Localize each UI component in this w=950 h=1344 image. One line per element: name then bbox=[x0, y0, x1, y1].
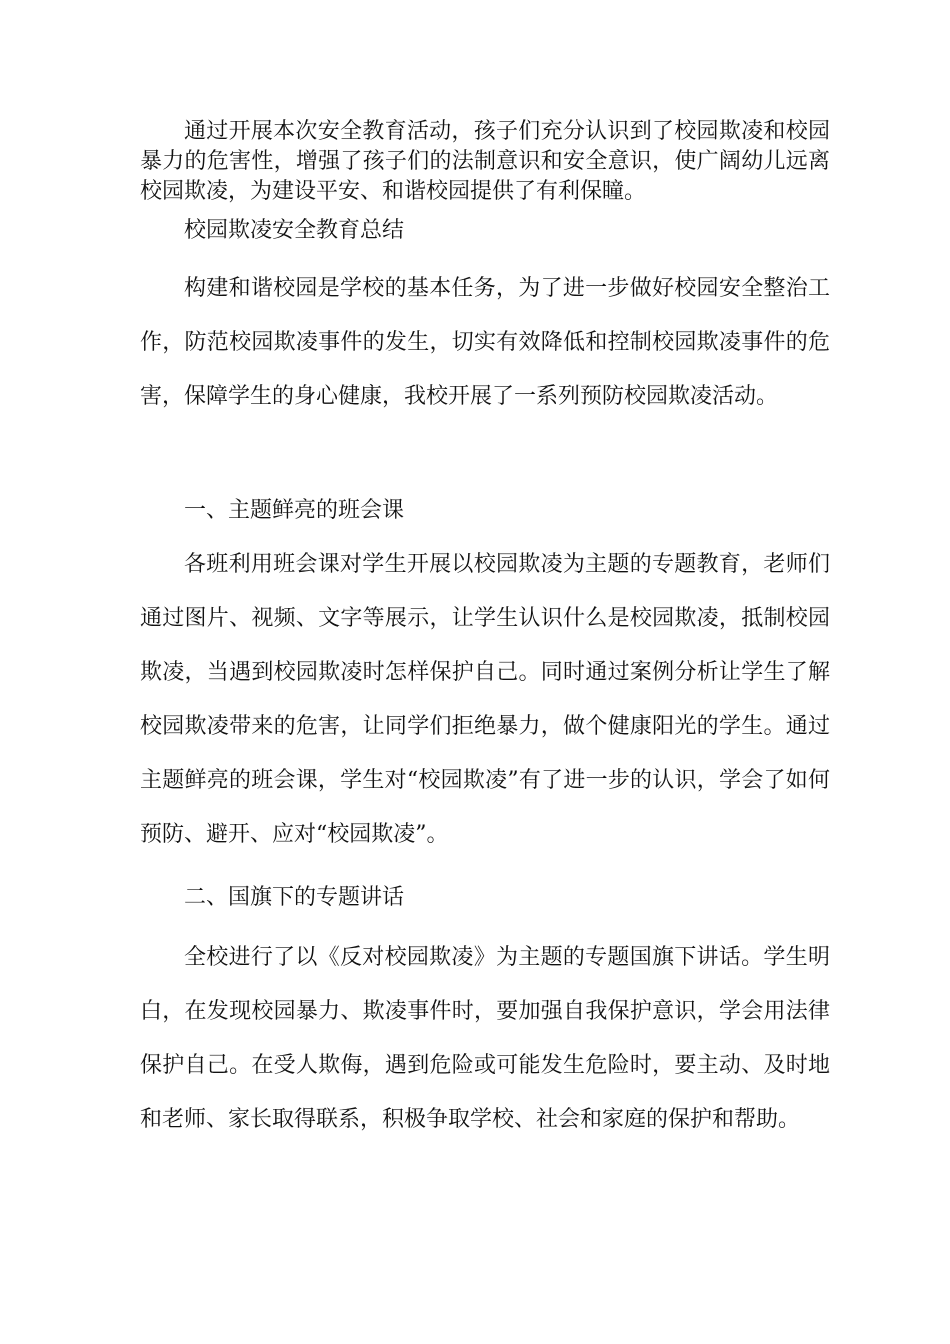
section-heading-flag-speech: 二、国旗下的专题讲话 bbox=[184, 885, 405, 910]
summary-paragraph: 构建和谐校园是学校的基本任务，为了进一步做好校园安全整治工作，防范校园欺凌事件的发生，切实有效降低和控制校园欺凌事件的危害，保障学生的身心健康，我校开展了一系列预防校园欺凌活动。 bbox=[140, 276, 830, 409]
class-meeting-paragraph: 各班利用班会课对学生开展以校园欺凌为主题的专题教育，老师们通过图片、视频、文字等展示，让学生认识什么是校园欺凌，抵制校园欺凌，当遇到校园欺凌时怎样保护自己。同时通过案例分析让学生了解校园欺凌带来的危害，让同学们拒绝暴力，做个健康阳光的学生。通过主题鲜亮的班会课，学生对“校园欺凌”有了进一步的认识，学会了如何预防、避开、应对“校园欺凌”。 bbox=[140, 552, 830, 847]
intro-paragraph: 通过开展本次安全教育活动，孩子们充分认识到了校园欺凌和校园暴力的危害性，增强了孩子们的法制意识和安全意识，使广阔幼儿远离校园欺凌，为建设平安、和谐校园提供了有利保瞳。 bbox=[140, 119, 830, 204]
section-heading-class-meeting: 一、主题鲜亮的班会课 bbox=[184, 498, 405, 523]
flag-speech-paragraph: 全校进行了以《反对校园欺凌》为主题的专题国旗下讲话。学生明白，在发现校园暴力、欺凌事件时，要加强自我保护意识，学会用法律保护自己。在受人欺侮，遇到危险或可能发生危险时，要主动、及时地和老师、家长取得联系，积极争取学校、社会和家庭的保护和帮助。 bbox=[140, 945, 830, 1132]
document-title: 校园欺凌安全教育总结 bbox=[184, 218, 405, 243]
